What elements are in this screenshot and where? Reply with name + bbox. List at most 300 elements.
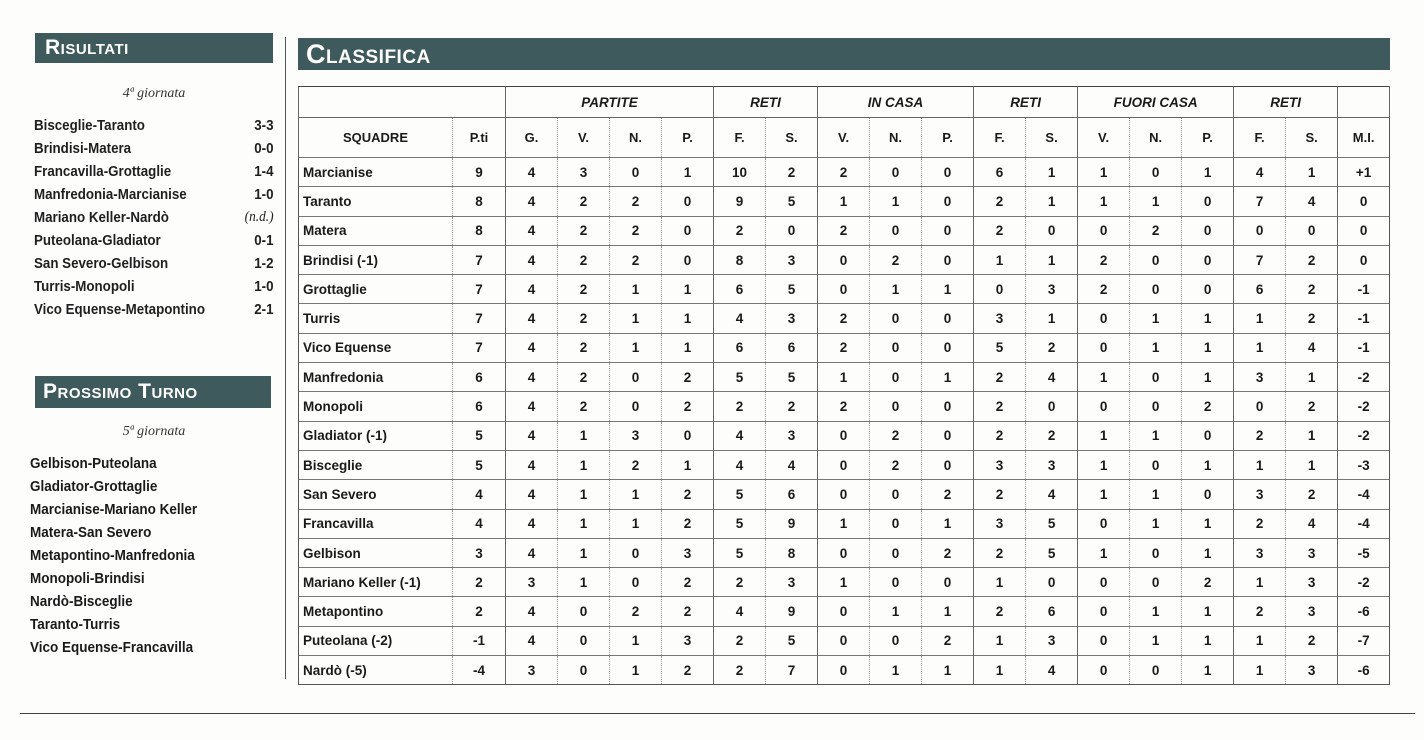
result-match: Turris-Monopoli	[34, 279, 135, 296]
table-cell: 4	[506, 538, 558, 567]
table-cell: 7	[1234, 245, 1286, 274]
team-name: Francavilla	[299, 509, 453, 538]
table-cell: 2	[818, 392, 870, 421]
result-score: 2-1	[254, 302, 274, 319]
table-cell: 0	[818, 626, 870, 655]
table-row	[299, 626, 1390, 655]
table-cell: 1	[1234, 568, 1286, 597]
table-cell: 2	[610, 450, 662, 479]
table-cell: 1	[662, 275, 714, 304]
column-header: V.	[558, 118, 610, 158]
fixture-row: Marcianise-Mariano Keller	[30, 501, 198, 518]
table-cell: 1	[1286, 421, 1338, 450]
table-cell: 2	[1130, 216, 1182, 245]
column-header: P.ti	[453, 118, 506, 158]
table-cell: 4	[506, 216, 558, 245]
result-match: Francavilla-Grottaglie	[34, 163, 172, 180]
table-row	[299, 509, 1390, 538]
result-match: Bisceglie-Taranto	[34, 117, 145, 134]
table-cell: 3	[1286, 597, 1338, 626]
result-match: Mariano Keller-Nardò	[34, 209, 169, 226]
table-cell: 2	[922, 626, 974, 655]
table-cell: 4	[714, 597, 766, 626]
column-header-row	[299, 118, 1390, 158]
table-cell: -2	[1338, 392, 1390, 421]
prossimo-turno-giornata: 5ª giornata	[122, 424, 186, 439]
result-score: 0-0	[254, 140, 274, 157]
table-cell: 3	[974, 450, 1026, 479]
table-cell: 0	[870, 304, 922, 333]
table-cell: 6	[1026, 597, 1078, 626]
table-cell: 3	[558, 158, 610, 187]
result-score: (n.d.)	[244, 209, 274, 226]
table-cell: 0	[558, 597, 610, 626]
table-cell: 5	[714, 480, 766, 509]
table-cell: 1	[1182, 450, 1234, 479]
table-cell: 4	[506, 392, 558, 421]
table-cell: 1	[1182, 333, 1234, 362]
table-cell: 0	[870, 363, 922, 392]
team-name: Manfredonia	[299, 363, 453, 392]
result-match: Manfredonia-Marcianise	[34, 186, 187, 203]
table-cell: 0	[1234, 216, 1286, 245]
table-cell: 0	[922, 158, 974, 187]
table-cell: 0	[662, 421, 714, 450]
table-cell: 0	[1078, 304, 1130, 333]
table-cell: 1	[1234, 450, 1286, 479]
table-cell: 0	[1078, 656, 1130, 685]
table-cell: 8	[453, 216, 506, 245]
table-cell: 10	[714, 158, 766, 187]
table-cell: -7	[1338, 626, 1390, 655]
table-cell: 0	[1078, 216, 1130, 245]
table-row	[299, 304, 1390, 333]
table-cell: 2	[1182, 392, 1234, 421]
table-cell: 3	[506, 656, 558, 685]
table-row	[299, 568, 1390, 597]
table-cell: 5	[766, 275, 818, 304]
team-name: Gladiator (-1)	[299, 421, 453, 450]
table-cell: 0	[870, 509, 922, 538]
table-row	[299, 392, 1390, 421]
table-row	[299, 363, 1390, 392]
standings-table	[298, 86, 1390, 685]
table-cell: 5	[1026, 538, 1078, 567]
table-cell: 1	[1130, 333, 1182, 362]
table-cell: 2	[1026, 333, 1078, 362]
table-cell: 0	[1078, 333, 1130, 362]
table-cell: 1	[1286, 158, 1338, 187]
table-cell: 4	[506, 509, 558, 538]
table-cell: 0	[1026, 568, 1078, 597]
table-cell: 0	[1130, 158, 1182, 187]
table-cell: 2	[714, 626, 766, 655]
table-cell: 2	[974, 187, 1026, 216]
table-cell: 4	[506, 421, 558, 450]
table-cell: 0	[818, 656, 870, 685]
table-cell: 0	[1130, 656, 1182, 685]
table-cell: 1	[1182, 158, 1234, 187]
table-cell: 1	[1130, 421, 1182, 450]
table-cell: 4	[506, 450, 558, 479]
table-cell: 2	[610, 187, 662, 216]
table-cell: 0	[818, 245, 870, 274]
table-cell: 5	[766, 363, 818, 392]
table-cell: +1	[1338, 158, 1390, 187]
table-cell: 2	[1078, 245, 1130, 274]
table-cell: 1	[818, 568, 870, 597]
table-cell: 0	[610, 392, 662, 421]
table-cell: 7	[453, 245, 506, 274]
table-cell: 0	[1078, 392, 1130, 421]
table-cell: 1	[870, 656, 922, 685]
table-row	[299, 333, 1390, 362]
table-cell: 5	[453, 450, 506, 479]
result-row	[34, 206, 274, 229]
table-cell: 7	[453, 275, 506, 304]
column-header: S.	[1026, 118, 1078, 158]
table-cell: 2	[453, 597, 506, 626]
table-cell: 1	[1078, 158, 1130, 187]
table-cell: -6	[1338, 597, 1390, 626]
table-cell: 4	[506, 363, 558, 392]
table-cell: 1	[558, 480, 610, 509]
table-cell: 1	[610, 656, 662, 685]
table-cell: 1	[662, 450, 714, 479]
fixture-row: Taranto-Turris	[30, 617, 121, 634]
table-cell: 0	[662, 216, 714, 245]
table-cell: 1	[870, 597, 922, 626]
table-cell: 3	[1234, 363, 1286, 392]
table-cell: 3	[1286, 538, 1338, 567]
table-cell: 4	[506, 275, 558, 304]
table-cell: 1	[1130, 509, 1182, 538]
table-cell: 6	[453, 392, 506, 421]
team-name: Gelbison	[299, 538, 453, 567]
fixture-row: Monopoli-Brindisi	[30, 571, 145, 588]
column-header: N.	[1130, 118, 1182, 158]
table-cell: 0	[1182, 275, 1234, 304]
table-cell: 0	[1338, 187, 1390, 216]
table-cell: 0	[870, 333, 922, 362]
table-cell: 0	[1130, 245, 1182, 274]
table-cell: 3	[1026, 626, 1078, 655]
table-cell: 1	[1130, 597, 1182, 626]
table-cell: 1	[610, 509, 662, 538]
table-cell: 7	[453, 304, 506, 333]
table-cell: 3	[766, 568, 818, 597]
table-cell: 5	[453, 421, 506, 450]
table-cell: 0	[922, 187, 974, 216]
result-match: Puteolana-Gladiator	[34, 233, 161, 250]
table-cell: 3	[1026, 275, 1078, 304]
table-cell: 1	[1026, 158, 1078, 187]
group-header-mi	[1338, 87, 1390, 118]
table-cell: 0	[1182, 480, 1234, 509]
column-header: F.	[714, 118, 766, 158]
table-cell: 1	[818, 509, 870, 538]
table-cell: 2	[1286, 480, 1338, 509]
group-header-empty	[299, 87, 506, 118]
table-cell: 4	[714, 304, 766, 333]
table-cell: 1	[974, 568, 1026, 597]
column-header: N.	[870, 118, 922, 158]
table-cell: 2	[870, 450, 922, 479]
table-cell: 2	[974, 363, 1026, 392]
team-name: Taranto	[299, 187, 453, 216]
table-cell: 1	[1234, 304, 1286, 333]
table-cell: 2	[1234, 597, 1286, 626]
table-cell: 2	[1286, 304, 1338, 333]
table-cell: 4	[506, 245, 558, 274]
table-cell: 0	[1026, 216, 1078, 245]
team-name: Metapontino	[299, 597, 453, 626]
column-header: S.	[1286, 118, 1338, 158]
table-cell: 0	[818, 480, 870, 509]
table-cell: 0	[1182, 421, 1234, 450]
table-cell: 0	[922, 450, 974, 479]
table-cell: 1	[922, 656, 974, 685]
table-cell: 0	[1286, 216, 1338, 245]
table-cell: 1	[1026, 187, 1078, 216]
result-row	[34, 229, 274, 252]
prossimo-turno-list	[30, 452, 270, 660]
table-cell: 0	[662, 187, 714, 216]
risultati-giornata: 4ª giornata	[122, 86, 186, 101]
table-cell: -2	[1338, 568, 1390, 597]
table-cell: 2	[1234, 421, 1286, 450]
table-cell: 2	[1026, 421, 1078, 450]
table-cell: 0	[1338, 245, 1390, 274]
table-cell: 1	[558, 450, 610, 479]
table-cell: -1	[453, 626, 506, 655]
table-cell: 3	[1234, 538, 1286, 567]
table-row	[299, 538, 1390, 567]
table-cell: 0	[922, 304, 974, 333]
team-name: Grottaglie	[299, 275, 453, 304]
table-cell: 1	[1286, 363, 1338, 392]
table-row	[299, 216, 1390, 245]
table-cell: 1	[1130, 304, 1182, 333]
table-cell: 2	[714, 656, 766, 685]
table-cell: 5	[714, 538, 766, 567]
table-cell: 1	[1130, 626, 1182, 655]
table-cell: 2	[974, 480, 1026, 509]
table-cell: 1	[558, 568, 610, 597]
table-cell: 1	[610, 626, 662, 655]
column-header: V.	[818, 118, 870, 158]
table-cell: 8	[453, 187, 506, 216]
table-cell: -6	[1338, 656, 1390, 685]
table-row	[299, 158, 1390, 187]
table-cell: 1	[1234, 626, 1286, 655]
table-cell: 1	[610, 275, 662, 304]
table-cell: -4	[1338, 509, 1390, 538]
table-cell: -2	[1338, 363, 1390, 392]
table-cell: 0	[818, 275, 870, 304]
table-cell: 0	[1234, 392, 1286, 421]
table-cell: 0	[818, 538, 870, 567]
table-cell: 9	[714, 187, 766, 216]
table-cell: 0	[1338, 216, 1390, 245]
table-cell: -2	[1338, 421, 1390, 450]
table-cell: 2	[818, 304, 870, 333]
column-header: F.	[1234, 118, 1286, 158]
table-cell: 1	[922, 275, 974, 304]
table-cell: 6	[453, 363, 506, 392]
table-cell: 0	[1026, 392, 1078, 421]
fixture-row: Gelbison-Puteolana	[30, 455, 157, 472]
table-cell: 1	[1026, 304, 1078, 333]
table-cell: 3	[453, 538, 506, 567]
column-header: F.	[974, 118, 1026, 158]
table-row	[299, 245, 1390, 274]
table-cell: 0	[870, 568, 922, 597]
table-cell: 5	[1026, 509, 1078, 538]
table-cell: 3	[1286, 656, 1338, 685]
result-score: 1-2	[254, 256, 274, 273]
table-cell: 0	[1130, 392, 1182, 421]
table-cell: 9	[766, 509, 818, 538]
table-cell: 1	[974, 245, 1026, 274]
table-cell: 2	[870, 245, 922, 274]
table-cell: 2	[766, 158, 818, 187]
table-cell: 4	[1026, 363, 1078, 392]
table-cell: 8	[766, 538, 818, 567]
column-header: P.	[662, 118, 714, 158]
table-cell: 2	[610, 597, 662, 626]
table-cell: 4	[1026, 656, 1078, 685]
table-cell: 2	[610, 216, 662, 245]
fixture-row: Metapontino-Manfredonia	[30, 547, 195, 564]
result-row	[34, 253, 274, 276]
table-cell: 4	[1286, 333, 1338, 362]
group-header-reti-fuori: RETI	[1234, 87, 1338, 118]
table-cell: 2	[662, 363, 714, 392]
table-cell: 0	[818, 450, 870, 479]
result-score: 0-1	[254, 233, 274, 250]
table-cell: 5	[766, 187, 818, 216]
table-cell: 2	[1286, 275, 1338, 304]
table-cell: 1	[610, 480, 662, 509]
table-cell: 2	[714, 216, 766, 245]
table-cell: 3	[766, 421, 818, 450]
table-cell: 0	[922, 245, 974, 274]
table-cell: 1	[1078, 538, 1130, 567]
table-cell: 3	[766, 304, 818, 333]
table-cell: 4	[1286, 509, 1338, 538]
table-cell: 1	[1182, 626, 1234, 655]
table-cell: 7	[453, 333, 506, 362]
table-cell: 2	[558, 304, 610, 333]
table-cell: 8	[714, 245, 766, 274]
column-header: P.	[922, 118, 974, 158]
table-cell: 0	[1130, 538, 1182, 567]
table-cell: 1	[1182, 363, 1234, 392]
table-cell: 2	[1182, 568, 1234, 597]
table-row	[299, 275, 1390, 304]
table-row	[299, 450, 1390, 479]
table-cell: 1	[818, 363, 870, 392]
table-cell: 2	[1234, 509, 1286, 538]
table-cell: -5	[1338, 538, 1390, 567]
table-cell: -1	[1338, 275, 1390, 304]
table-cell: 0	[1182, 216, 1234, 245]
table-cell: 3	[1234, 480, 1286, 509]
team-name: Bisceglie	[299, 450, 453, 479]
table-cell: 0	[922, 421, 974, 450]
table-cell: 2	[870, 421, 922, 450]
table-cell: 2	[714, 568, 766, 597]
table-cell: 4	[506, 187, 558, 216]
result-score: 3-3	[254, 117, 274, 134]
group-header-fuori-casa: FUORI CASA	[1078, 87, 1234, 118]
table-cell: 1	[1078, 450, 1130, 479]
table-cell: 6	[766, 333, 818, 362]
table-cell: 1	[1182, 597, 1234, 626]
table-cell: 5	[974, 333, 1026, 362]
table-cell: 0	[558, 656, 610, 685]
table-cell: 2	[922, 480, 974, 509]
table-cell: 1	[922, 363, 974, 392]
table-cell: 2	[974, 597, 1026, 626]
table-cell: 6	[714, 333, 766, 362]
table-cell: 9	[766, 597, 818, 626]
table-cell: 1	[1078, 421, 1130, 450]
column-header: N.	[610, 118, 662, 158]
column-header: S.	[766, 118, 818, 158]
table-row	[299, 421, 1390, 450]
table-cell: 3	[766, 245, 818, 274]
table-cell: 0	[610, 158, 662, 187]
table-cell: 2	[974, 392, 1026, 421]
fixture-row: Vico Equense-Francavilla	[30, 640, 194, 657]
table-cell: 0	[1078, 626, 1130, 655]
table-cell: 5	[766, 626, 818, 655]
table-cell: 6	[714, 275, 766, 304]
team-name: Marcianise	[299, 158, 453, 187]
table-cell: 1	[1130, 480, 1182, 509]
table-cell: 9	[453, 158, 506, 187]
result-row	[34, 276, 274, 299]
table-cell: 0	[610, 568, 662, 597]
table-cell: 0	[558, 626, 610, 655]
table-cell: 1	[1234, 656, 1286, 685]
column-divider	[285, 37, 286, 679]
table-cell: -3	[1338, 450, 1390, 479]
table-cell: 1	[922, 509, 974, 538]
table-cell: 0	[870, 392, 922, 421]
table-cell: 1	[870, 275, 922, 304]
risultati-header: Risultati	[35, 33, 273, 63]
table-cell: 2	[818, 216, 870, 245]
team-name: Monopoli	[299, 392, 453, 421]
table-cell: 1	[610, 333, 662, 362]
column-header: SQUADRE	[299, 118, 453, 158]
team-name: Turris	[299, 304, 453, 333]
result-score: 1-0	[254, 279, 274, 296]
prossimo-turno-header: Prossimo Turno	[35, 376, 271, 408]
table-cell: 1	[818, 187, 870, 216]
table-cell: 1	[870, 187, 922, 216]
table-cell: 1	[974, 656, 1026, 685]
table-cell: 2	[558, 363, 610, 392]
table-cell: 0	[1130, 363, 1182, 392]
fixture-row: Matera-San Severo	[30, 524, 152, 541]
table-cell: -1	[1338, 333, 1390, 362]
table-cell: 0	[610, 538, 662, 567]
table-cell: 2	[818, 158, 870, 187]
